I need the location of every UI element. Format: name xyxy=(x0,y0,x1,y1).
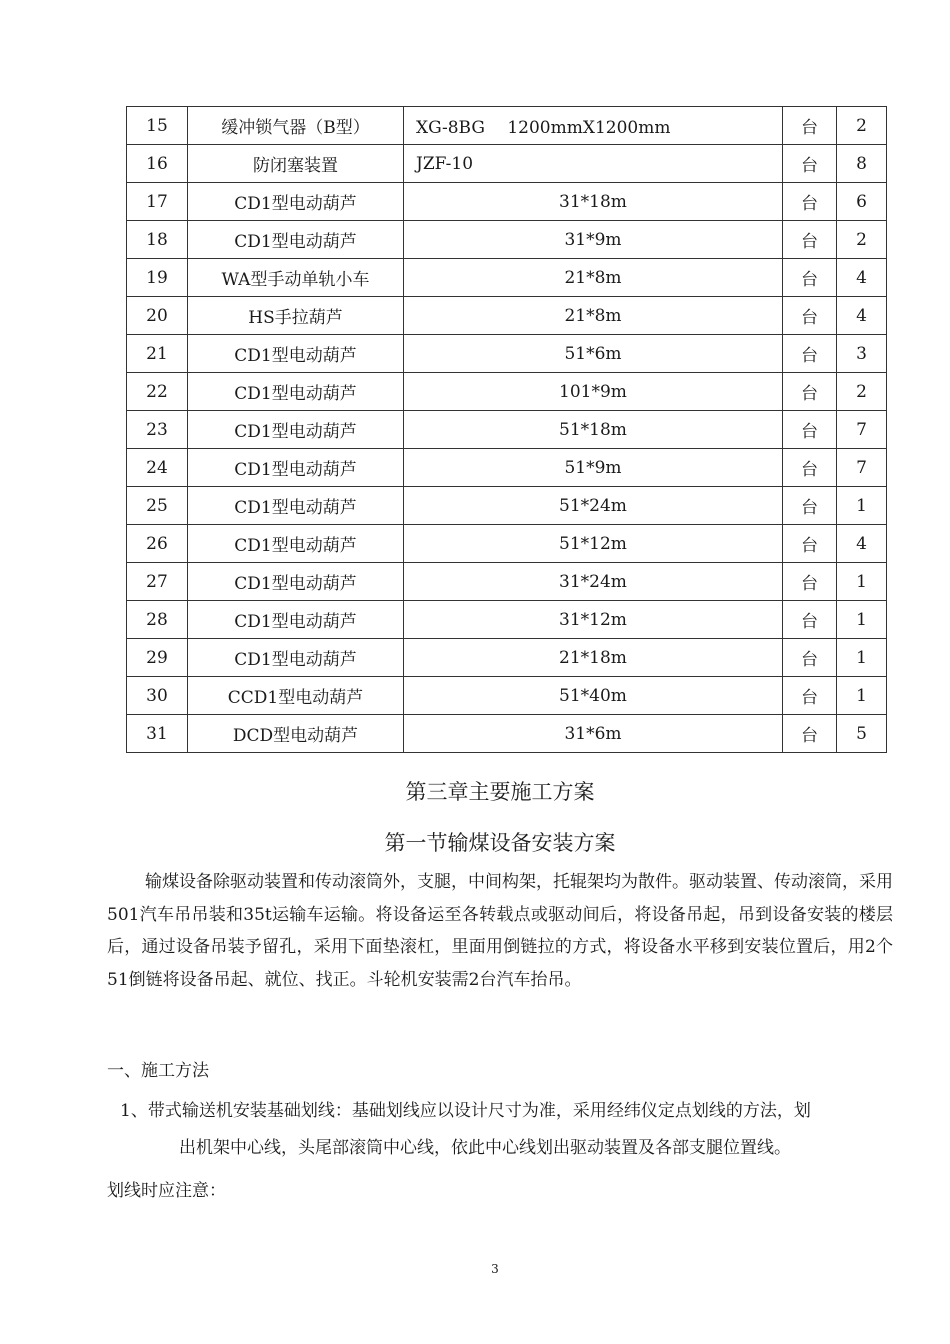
cell-unit: 台 xyxy=(783,259,837,297)
table-row xyxy=(127,411,887,449)
cell-name: WA型手动单轨小车 xyxy=(188,259,404,297)
table-row xyxy=(127,183,887,221)
cell-unit: 台 xyxy=(783,297,837,335)
cell-qty: 2 xyxy=(837,373,887,411)
cell-spec: 21*8m xyxy=(404,297,783,335)
cell-name: CCD1型电动葫芦 xyxy=(188,677,404,715)
table-row xyxy=(127,715,887,753)
cell-qty: 4 xyxy=(837,297,887,335)
cell-spec: 31*18m xyxy=(404,183,783,221)
cell-spec: 31*9m xyxy=(404,221,783,259)
cell-spec: 51*40m xyxy=(404,677,783,715)
cell-name: HS手拉葫芦 xyxy=(188,297,404,335)
section-title: 第一节输煤设备安装方案 xyxy=(384,831,616,855)
table-row xyxy=(127,487,887,525)
cell-name: CD1型电动葫芦 xyxy=(188,563,404,601)
cell-qty: 1 xyxy=(837,677,887,715)
cell-unit: 台 xyxy=(783,373,837,411)
cell-unit: 台 xyxy=(783,715,837,753)
cell-spec: 51*24m xyxy=(404,487,783,525)
cell-no: 17 xyxy=(127,183,188,221)
cell-qty: 6 xyxy=(837,183,887,221)
cell-name: CD1型电动葫芦 xyxy=(188,411,404,449)
cell-qty: 1 xyxy=(837,601,887,639)
table-row xyxy=(127,563,887,601)
table-row xyxy=(127,259,887,297)
cell-no: 28 xyxy=(127,601,188,639)
item1-line1: 1、带式输送机安装基础划线：基础划线应以设计尺寸为准，采用经纬仪定点划线的方法，划 xyxy=(120,1101,811,1121)
method-heading: 一、施工方法 xyxy=(107,1061,209,1081)
cell-spec: 51*6m xyxy=(404,335,783,373)
cell-unit: 台 xyxy=(783,677,837,715)
cell-spec: 51*18m xyxy=(404,411,783,449)
cell-unit: 台 xyxy=(783,183,837,221)
cell-qty: 4 xyxy=(837,259,887,297)
cell-qty: 8 xyxy=(837,145,887,183)
cell-name: CD1型电动葫芦 xyxy=(188,221,404,259)
cell-unit: 台 xyxy=(783,563,837,601)
table-row xyxy=(127,335,887,373)
cell-name: CD1型电动葫芦 xyxy=(188,335,404,373)
table-row xyxy=(127,145,887,183)
cell-qty: 5 xyxy=(837,715,887,753)
cell-name: CD1型电动葫芦 xyxy=(188,639,404,677)
cell-name: DCD型电动葫芦 xyxy=(188,715,404,753)
cell-unit: 台 xyxy=(783,107,837,145)
cell-spec: JZF-10 xyxy=(404,145,783,183)
cell-no: 29 xyxy=(127,639,188,677)
cell-unit: 台 xyxy=(783,335,837,373)
table-row xyxy=(127,373,887,411)
table-row xyxy=(127,107,887,145)
cell-unit: 台 xyxy=(783,487,837,525)
cell-name: 防闭塞装置 xyxy=(188,145,404,183)
cell-unit: 台 xyxy=(783,601,837,639)
cell-name: CD1型电动葫芦 xyxy=(188,525,404,563)
cell-spec: 21*18m xyxy=(404,639,783,677)
cell-no: 27 xyxy=(127,563,188,601)
table-row xyxy=(127,449,887,487)
cell-qty: 7 xyxy=(837,449,887,487)
cell-no: 26 xyxy=(127,525,188,563)
cell-name: CD1型电动葫芦 xyxy=(188,449,404,487)
cell-no: 20 xyxy=(127,297,188,335)
cell-spec: 51*12m xyxy=(404,525,783,563)
cell-no: 25 xyxy=(127,487,188,525)
cell-no: 31 xyxy=(127,715,188,753)
cell-no: 15 xyxy=(127,107,188,145)
cell-no: 21 xyxy=(127,335,188,373)
cell-no: 30 xyxy=(127,677,188,715)
cell-no: 22 xyxy=(127,373,188,411)
cell-qty: 1 xyxy=(837,487,887,525)
cell-qty: 2 xyxy=(837,221,887,259)
cell-name: 缓冲锁气器（B型） xyxy=(188,107,404,145)
cell-no: 18 xyxy=(127,221,188,259)
cell-unit: 台 xyxy=(783,221,837,259)
page-number: 3 xyxy=(491,1262,499,1276)
intro-paragraph: 输煤设备除驱动装置和传动滚筒外，支腿，中间构架，托辊架均为散件。驱动装置、传动滚筒，采用501汽车吊吊装和35t运输车运输。将设备运至各转载点或驱动间后，将设备吊起，吊到设备安装的楼层后，通过设备吊装予留孔，采用下面垫滚杠，里面用倒链拉的方式，将设备水平移到安装位置后，用2个51倒链将设备吊起、就位、找正。斗轮机安装需2台汽车抬吊。 xyxy=(107,872,893,990)
cell-spec: 31*24m xyxy=(404,563,783,601)
table-row xyxy=(127,601,887,639)
cell-qty: 4 xyxy=(837,525,887,563)
cell-spec: 31*12m xyxy=(404,601,783,639)
chapter-title: 第三章主要施工方案 xyxy=(405,780,595,804)
cell-spec: XG-8BG 1200mmX1200mm xyxy=(404,107,783,145)
cell-spec: 51*9m xyxy=(404,449,783,487)
cell-no: 24 xyxy=(127,449,188,487)
item1-line2: 出机架中心线，头尾部滚筒中心线，依此中心线划出驱动装置及各部支腿位置线。 xyxy=(179,1138,791,1158)
table-row xyxy=(127,221,887,259)
table-row xyxy=(127,677,887,715)
cell-unit: 台 xyxy=(783,639,837,677)
cell-qty: 1 xyxy=(837,563,887,601)
equipment-table-body xyxy=(127,107,887,753)
equipment-table xyxy=(126,106,887,753)
cell-no: 19 xyxy=(127,259,188,297)
cell-unit: 台 xyxy=(783,145,837,183)
cell-name: CD1型电动葫芦 xyxy=(188,601,404,639)
table-row xyxy=(127,525,887,563)
note-line: 划线时应注意： xyxy=(107,1181,226,1201)
cell-spec: 101*9m xyxy=(404,373,783,411)
cell-no: 23 xyxy=(127,411,188,449)
cell-unit: 台 xyxy=(783,411,837,449)
cell-name: CD1型电动葫芦 xyxy=(188,373,404,411)
table-row xyxy=(127,297,887,335)
cell-unit: 台 xyxy=(783,449,837,487)
cell-qty: 1 xyxy=(837,639,887,677)
cell-qty: 2 xyxy=(837,107,887,145)
cell-name: CD1型电动葫芦 xyxy=(188,487,404,525)
cell-spec: 21*8m xyxy=(404,259,783,297)
cell-unit: 台 xyxy=(783,525,837,563)
table-row xyxy=(127,639,887,677)
cell-no: 16 xyxy=(127,145,188,183)
cell-qty: 3 xyxy=(837,335,887,373)
cell-qty: 7 xyxy=(837,411,887,449)
cell-name: CD1型电动葫芦 xyxy=(188,183,404,221)
cell-spec: 31*6m xyxy=(404,715,783,753)
